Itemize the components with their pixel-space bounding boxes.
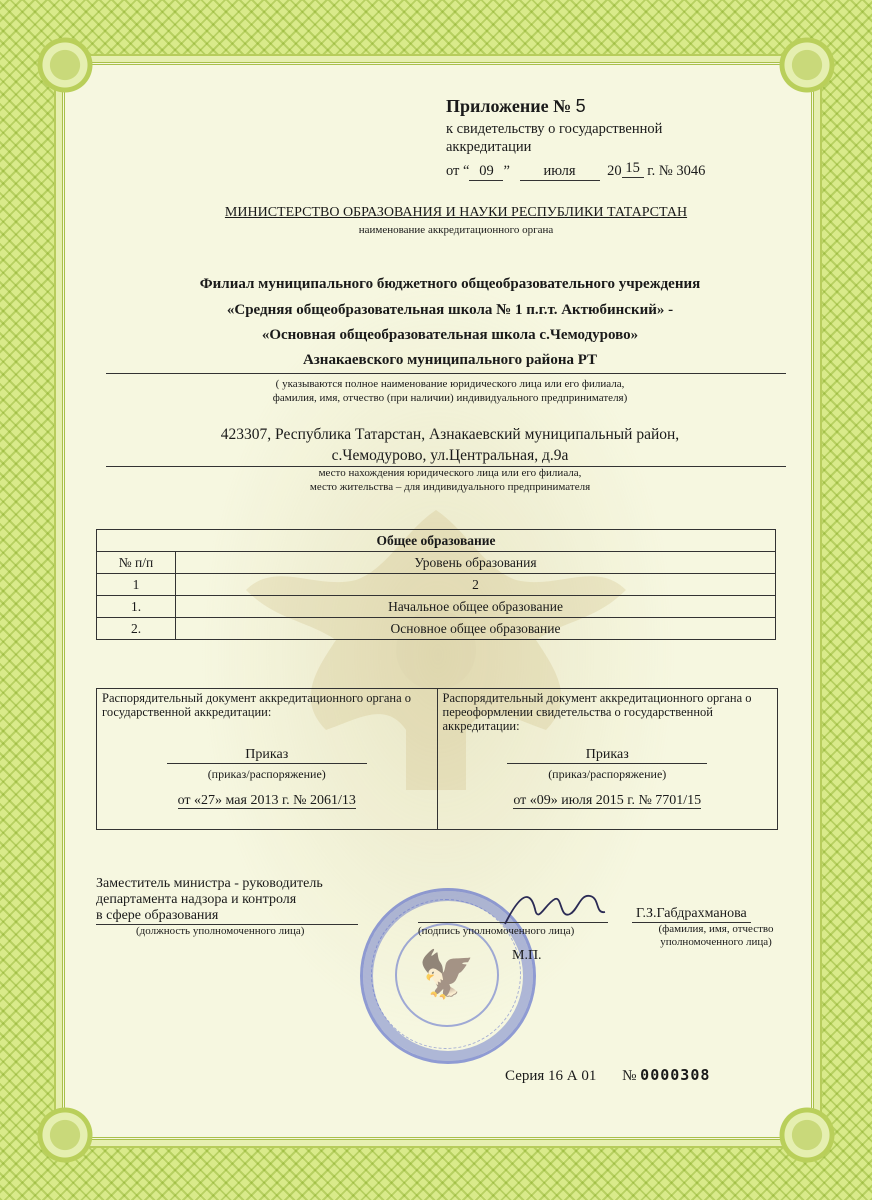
education-table: [96, 529, 776, 640]
corner-ornament: [772, 30, 842, 100]
appendix-date: от “ 09 ” июля 20 15 г. № 3046: [446, 160, 706, 179]
date-month: июля: [520, 163, 600, 181]
org-name-line2: «Средняя общеобразовательная школа № 1 п.г.т. Актюбинский» -: [226, 302, 674, 318]
corner-ornament: [772, 1100, 842, 1170]
stamp-place: М.П.: [512, 948, 542, 963]
address-caption-2: место жительства – для индивидуального предпринимателя: [309, 481, 591, 493]
doc-heading: Распорядительный документ аккредитационного органа о государственной аккредитации:: [102, 691, 411, 719]
col-header-num: № п/п: [97, 552, 176, 574]
table-row: [97, 596, 776, 618]
col-header-level: Уровень образования: [176, 552, 776, 574]
signature-caption: (подпись уполномоченного лица): [418, 925, 575, 937]
doc-kind-caption: (приказ/распоряжение): [207, 767, 326, 781]
org-name-line3: «Основная общеобразовательная школа с.Чемодурово»: [261, 327, 639, 343]
index-cell: 1: [97, 574, 176, 596]
table-row: [97, 618, 776, 640]
reissue-document: [437, 689, 778, 829]
address-line2: с.Чемодурово, ул.Центральная, д.9а: [331, 447, 569, 464]
row-num: 2.: [97, 618, 176, 640]
date-year: 15: [622, 160, 644, 178]
doc-kind-caption: (приказ/распоряжение): [548, 767, 667, 781]
position-caption: (должность уполномоченного лица): [136, 925, 305, 937]
row-level: Начальное общее образование: [176, 596, 776, 618]
org-name-line1: Филиал муниципального бюджетного общеобразовательного учреждения: [199, 276, 701, 292]
doc-kind: Приказ: [167, 747, 367, 764]
index-cell: 2: [176, 574, 776, 596]
date-day: 09: [469, 163, 503, 181]
ministry-caption: наименование аккредитационного органа: [358, 224, 554, 236]
corner-ornament: [30, 1100, 100, 1170]
blank-number: 0000308: [640, 1066, 711, 1084]
documents-box: [96, 688, 778, 830]
org-caption-1: ( указываются полное наименование юридического лица или его филиала,: [275, 378, 625, 390]
series-label: Серия 16 А 01: [505, 1068, 597, 1084]
name-caption: (фамилия, имя, отчество уполномоченного лица): [658, 923, 774, 948]
doc-number: от «27» мая 2013 г. № 2061/13: [177, 793, 356, 808]
corner-ornament: [30, 30, 100, 100]
doc-heading: Распорядительный документ аккредитационного органа о переоформлении свидетельства о государственной аккредитации:: [442, 691, 752, 733]
org-name-line4: Азнакаевского муниципального района РТ: [302, 352, 598, 368]
appendix-subtitle: к свидетельству о государственной аккредитации: [446, 121, 663, 155]
cert-number: 3046: [676, 163, 706, 179]
appendix-title: Приложение № 5: [446, 96, 586, 116]
row-level: Основное общее образование: [176, 618, 776, 640]
address-caption-1: место нахождения юридического лица или его филиала,: [318, 467, 582, 479]
org-caption-2: фамилия, имя, отчество (при наличии) индивидуального предпринимателя): [272, 392, 628, 404]
ministry-name: МИНИСТЕРСТВО ОБРАЗОВАНИЯ И НАУКИ РЕСПУБЛИКИ ТАТАРСТАН: [224, 205, 688, 220]
row-num: 1.: [97, 596, 176, 618]
accreditation-document: [97, 689, 437, 829]
signer-name: Г.З.Габдрахманова: [632, 906, 751, 923]
divider: [106, 373, 786, 374]
doc-kind: Приказ: [507, 747, 707, 764]
eagle-emblem-icon: 🦅: [395, 923, 499, 1027]
signer-position: Заместитель министра - руководитель департамента надзора и контроля в сфере образования: [96, 876, 366, 925]
address-line1: 423307, Республика Татарстан, Азнакаевский муниципальный район,: [220, 426, 680, 443]
doc-number: от «09» июля 2015 г. № 7701/15: [513, 793, 702, 808]
table-title: Общее образование: [97, 530, 776, 552]
series-number: Серия 16 А 01 № 0000308: [505, 1066, 711, 1084]
